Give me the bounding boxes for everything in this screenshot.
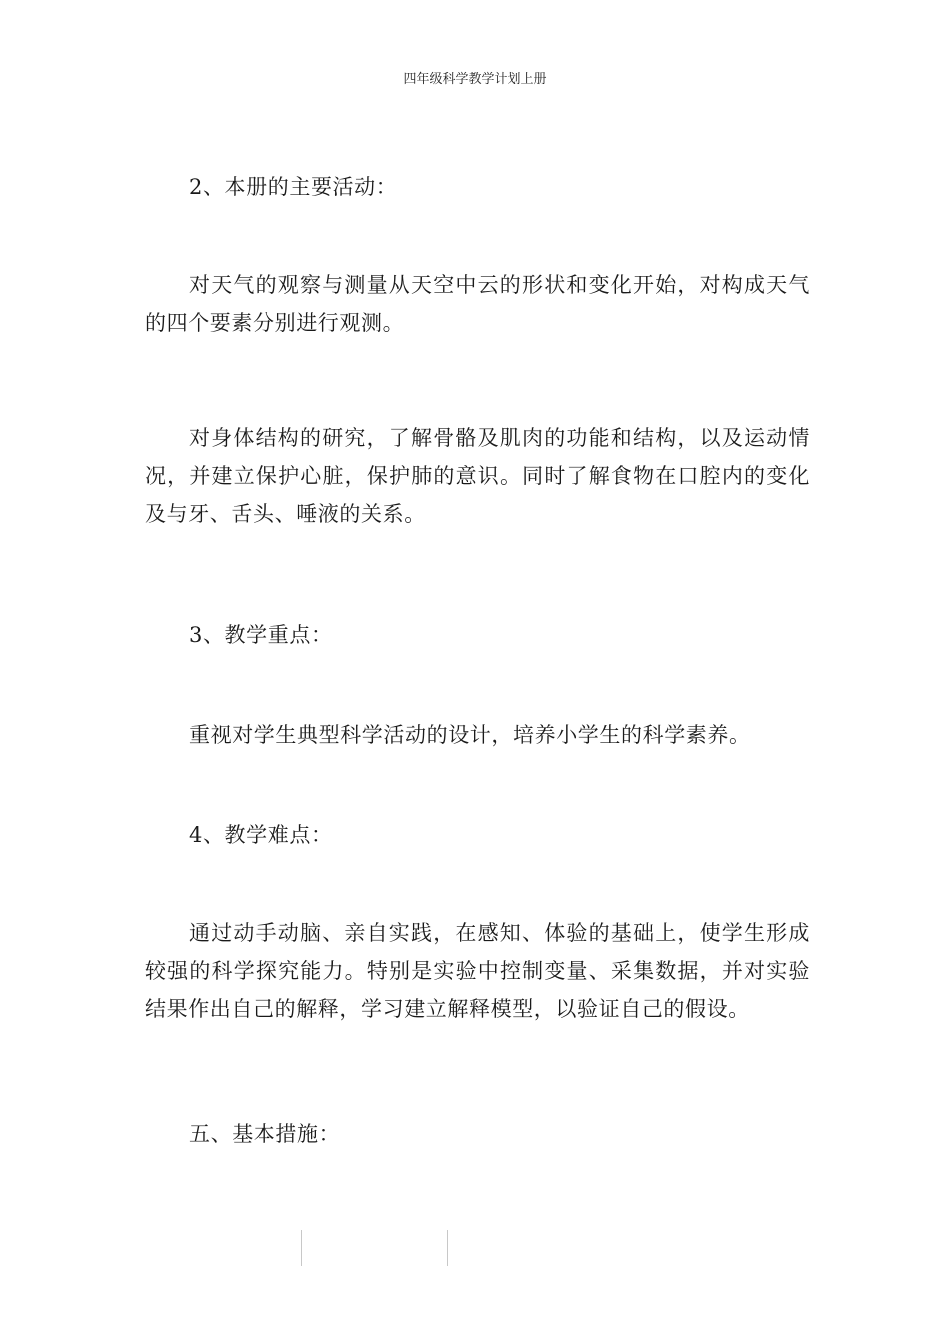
section-heading-activities: 2、本册的主要活动：: [189, 175, 398, 199]
paragraph-weather: 对天气的观察与测量从天空中云的形状和变化开始，对构成天气的四个要素分别进行观测。: [145, 273, 810, 335]
footer-divider-right: [447, 1230, 448, 1266]
paragraph-focus: 重视对学生典型科学活动的设计，培养小学生的科学素养。: [189, 723, 751, 747]
paragraph-difficulty: 通过动手动脑、亲自实践，在感知、体验的基础上，使学生形成较强的科学探究能力。特别是实验中控制变量、采集数据，并对实验结果作出自己的解释，学习建立解释模型，以验证自己的假设。: [145, 921, 810, 1021]
paragraph-body-structure: 对身体结构的研究，了解骨骼及肌肉的功能和结构，以及运动情况，并建立保护心脏，保护肺的意识。同时了解食物在口腔内的变化及与牙、舌头、唾液的关系。: [145, 426, 810, 526]
page-header: 四年级科学教学计划上册: [403, 72, 547, 87]
footer-divider-left: [301, 1230, 302, 1266]
section-heading-focus: 3、教学重点：: [189, 623, 333, 647]
section-heading-difficulty: 4、教学难点：: [189, 823, 333, 847]
section-heading-measures: 五、基本措施：: [189, 1122, 341, 1146]
